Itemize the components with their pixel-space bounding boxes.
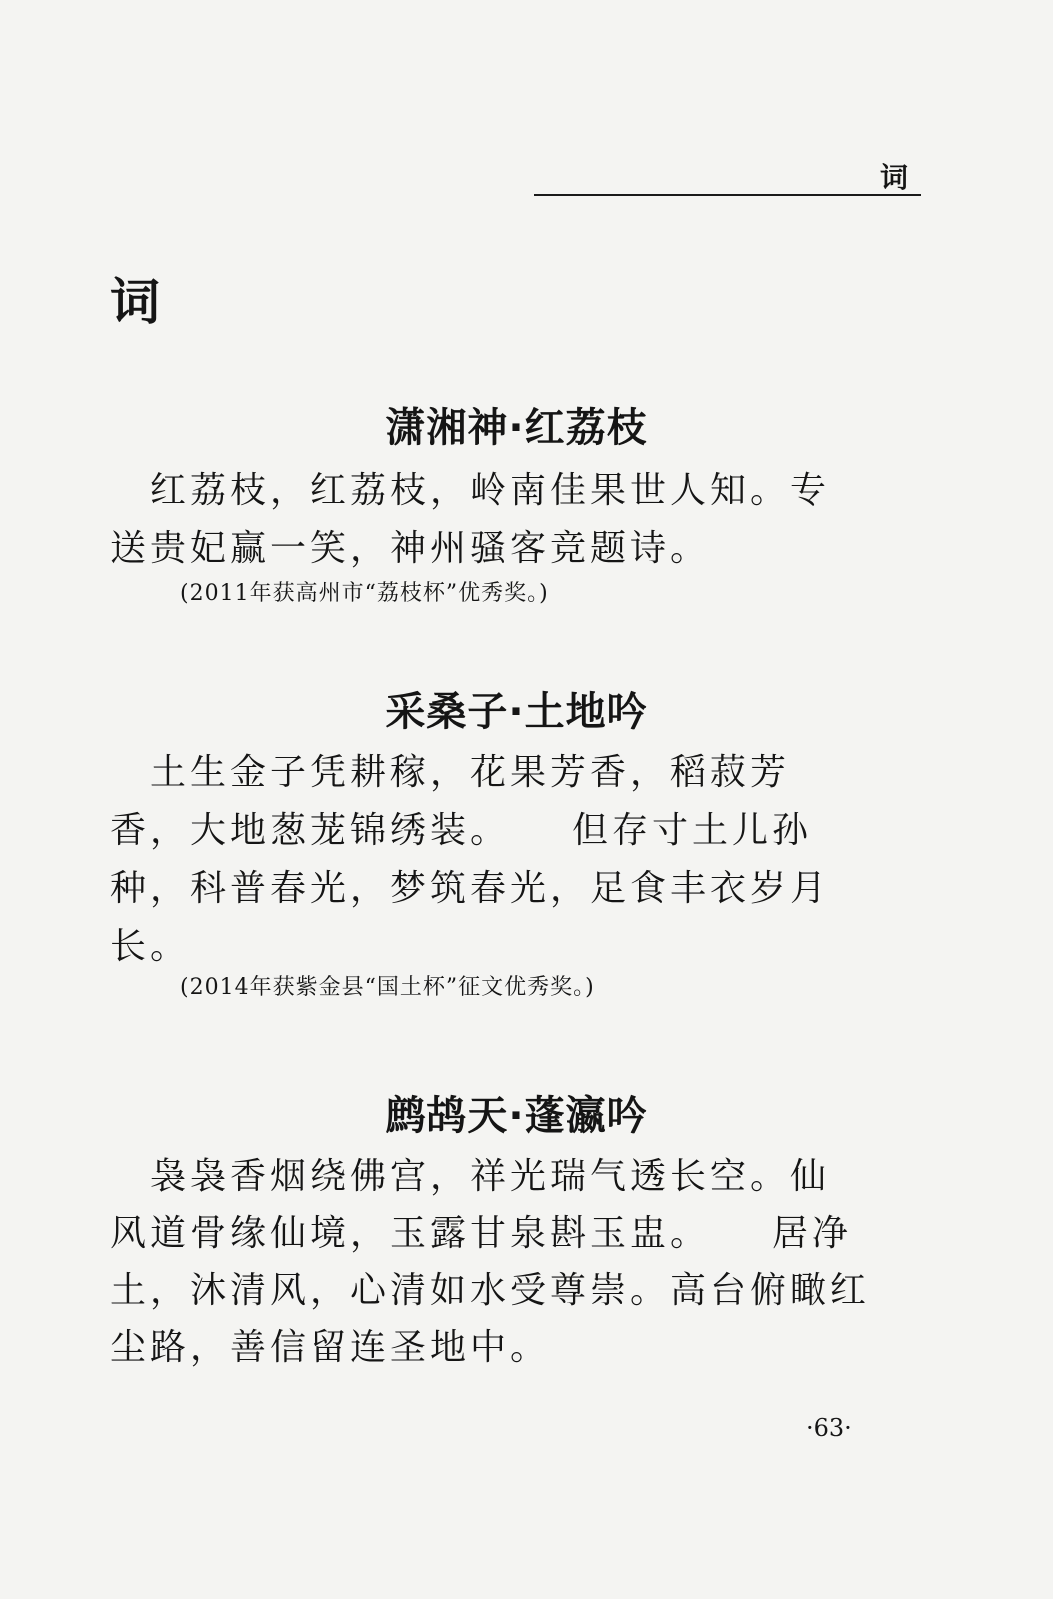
poem-line: 长。 (110, 926, 191, 967)
poem-line: 香，大地葱茏锦绣装。 但存寸土儿孙 (110, 810, 813, 851)
running-head-rule (534, 194, 921, 196)
award-note: (2014年获紫金县“国土杯”征文优秀奖。) (180, 975, 595, 1000)
poem-line: 尘路，善信留连圣地中。 (110, 1327, 551, 1368)
poem-line: 风道骨缘仙境，玉露甘泉斟玉盅。 居净 (110, 1213, 853, 1254)
poem-line: 送贵妃赢一笑，神州骚客竞题诗。 (110, 528, 711, 569)
running-head: 词 (880, 161, 909, 194)
page-number: ·63· (806, 1414, 852, 1442)
poem-line: 土生金子凭耕稼，花果芳香，稻菽芳 (110, 752, 791, 793)
section-title: 词 (110, 273, 160, 331)
poem-line: 袅袅香烟绕佛宫，祥光瑞气透长空。仙 (110, 1156, 831, 1197)
poem-title: 鹧鸪天·蓬瀛吟 (385, 1093, 648, 1139)
poem-line: 土，沐清风，心清如水受尊崇。高台俯瞰红 (110, 1270, 871, 1311)
poem-title: 潇湘神·红荔枝 (385, 405, 648, 451)
poem-title: 采桑子·土地吟 (385, 689, 648, 735)
award-note: (2011年获高州市“荔枝杯”优秀奖。) (180, 581, 549, 606)
poem-line: 种，科普春光，梦筑春光，足食丰衣岁月 (110, 868, 831, 909)
poem-line: 红荔枝，红荔枝，岭南佳果世人知。专 (110, 470, 831, 511)
